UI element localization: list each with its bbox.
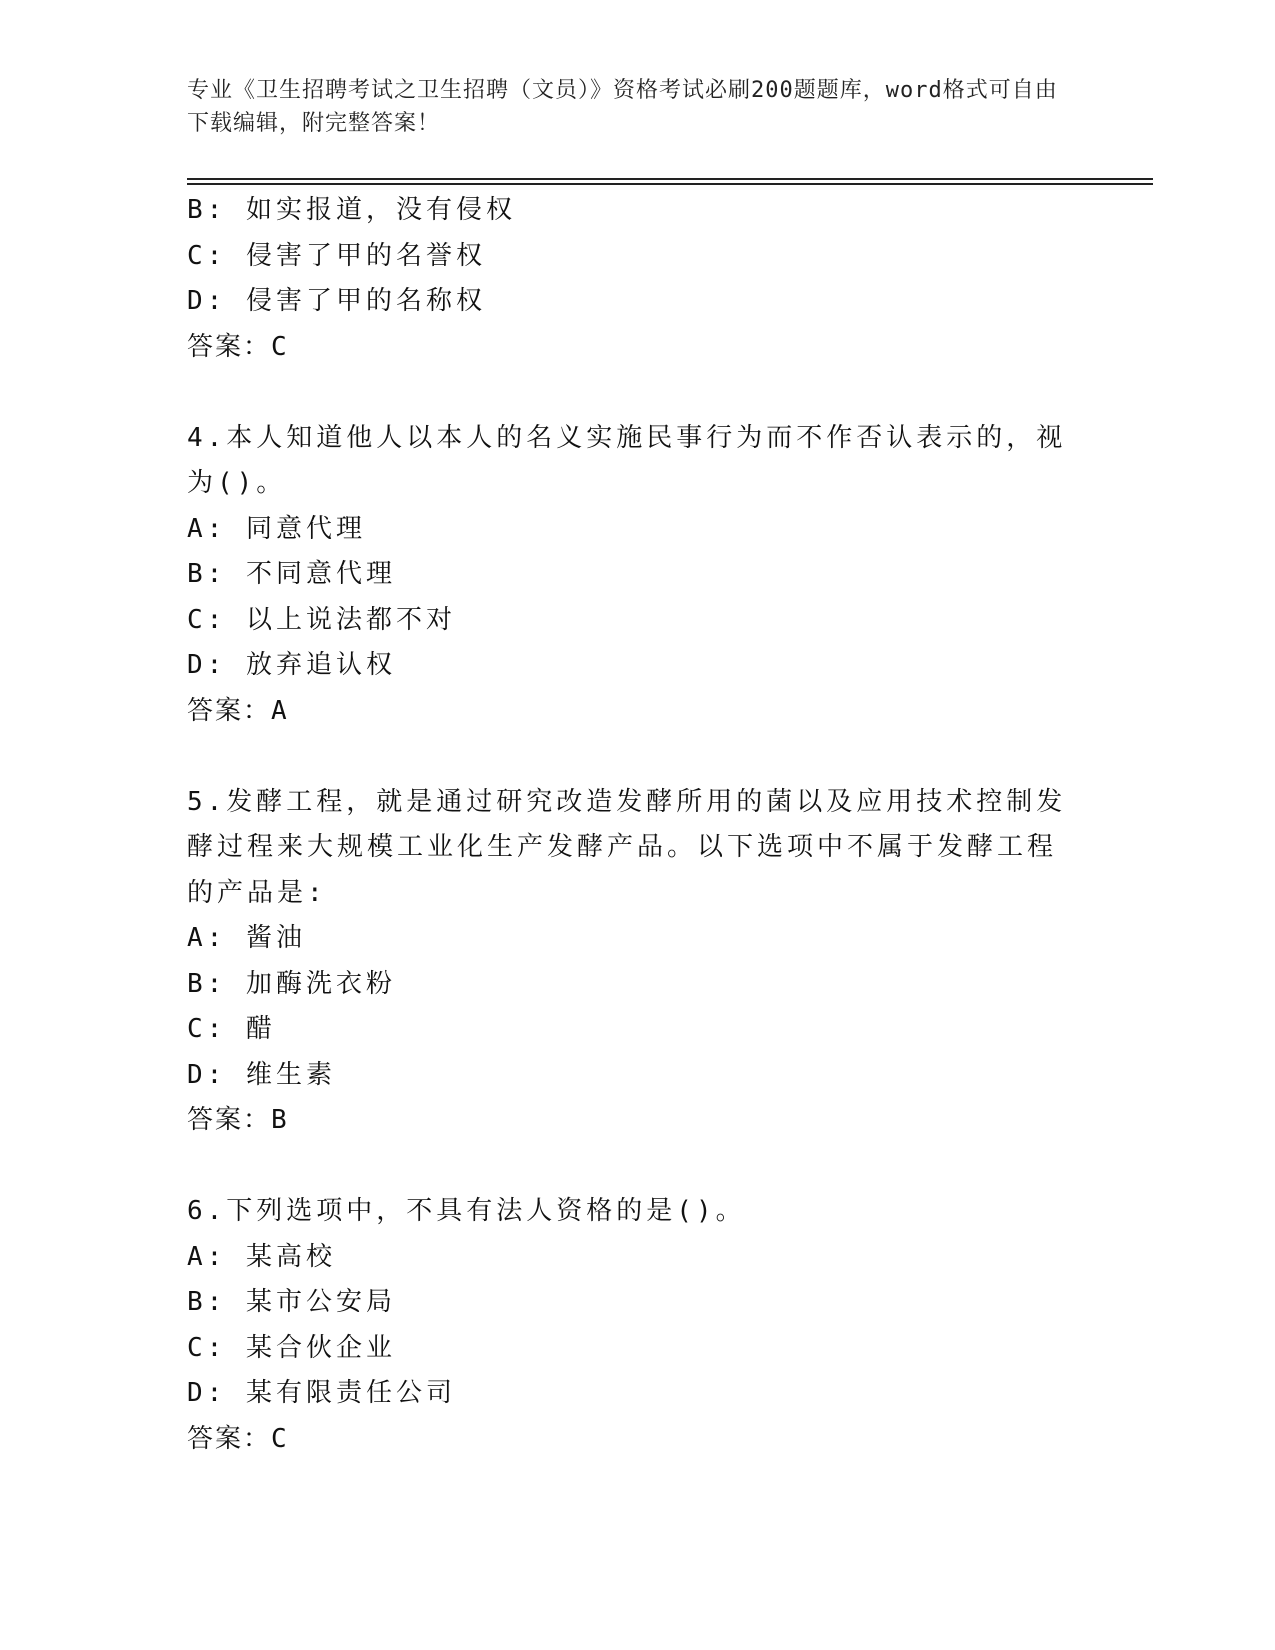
answer-line: 答案：B <box>187 1105 289 1135</box>
question-6 <box>187 1189 1067 1462</box>
spacer <box>187 1144 1067 1190</box>
option-a: A: 某高校 <box>187 1241 336 1272</box>
spacer <box>187 734 1067 780</box>
option-d: D: 侵害了甲的名称权 <box>187 286 486 316</box>
question-3-continued <box>187 188 1067 370</box>
question-stem: 5.发酵工程，就是通过研究改造发酵所用的菌以及应用技术控制发酵过程来大规模工业化生产发酵产品。以下选项中不属于发酵工程的产品是: <box>187 786 1067 908</box>
answer-line: 答案：C <box>187 1423 289 1454</box>
option-a: A: 酱油 <box>187 923 306 953</box>
answer-line: 答案：A <box>187 695 289 726</box>
option-c: C: 某合伙企业 <box>187 1332 396 1363</box>
option-b: B: 如实报道，没有侵权 <box>187 195 516 225</box>
document-header: 专业《卫生招聘考试之卫生招聘（文员）》资格考试必刷200题题库，word格式可自由下载编辑，附完整答案！ <box>187 78 1058 136</box>
header-divider-bottom <box>187 183 1153 185</box>
question-stem: 6.下列选项中，不具有法人资格的是()。 <box>187 1196 746 1226</box>
answer-line: 答案：C <box>187 331 289 362</box>
question-5 <box>187 780 1067 1144</box>
option-c: C: 醋 <box>187 1014 276 1044</box>
question-stem: 4.本人知道他人以本人的名义实施民事行为而不作否认表示的，视为()。 <box>187 422 1067 498</box>
question-4 <box>187 416 1067 735</box>
option-c: C: 以上说法都不对 <box>187 604 456 635</box>
spacer <box>187 370 1067 416</box>
header-divider-top <box>187 178 1153 180</box>
option-a: A: 同意代理 <box>187 513 366 544</box>
option-d: D: 放弃追认权 <box>187 650 396 680</box>
question-list <box>187 188 1067 1462</box>
option-c: C: 侵害了甲的名誉权 <box>187 240 486 271</box>
option-b: B: 不同意代理 <box>187 559 396 589</box>
option-b: B: 加酶洗衣粉 <box>187 968 396 999</box>
option-d: D: 维生素 <box>187 1059 336 1090</box>
option-d: D: 某有限责任公司 <box>187 1378 456 1408</box>
option-b: B: 某市公安局 <box>187 1287 396 1317</box>
